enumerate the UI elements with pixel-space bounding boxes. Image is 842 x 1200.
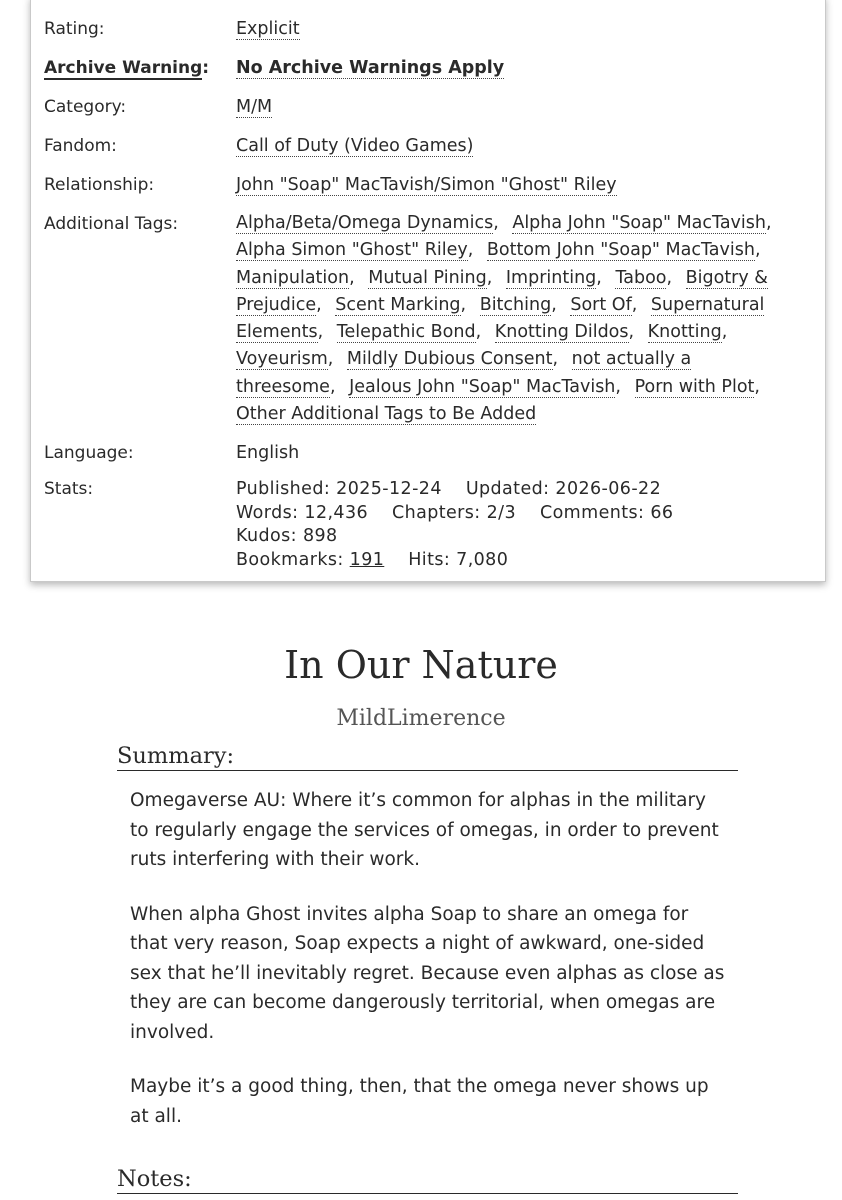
additional-tag[interactable]: Alpha John "Soap" MacTavish (512, 213, 766, 233)
warning-label[interactable]: Archive Warning (44, 58, 203, 78)
tag-separator: , (615, 376, 621, 397)
additional-tag[interactable]: Alpha Simon "Ghost" Riley (236, 240, 468, 261)
category-tag[interactable]: M/M (236, 97, 273, 117)
kudos-value: 898 (302, 526, 338, 546)
tag-separator: , (552, 349, 559, 370)
language-value: English (236, 443, 300, 463)
tag-separator: , (467, 240, 474, 261)
summary-heading: Summary: (117, 742, 738, 771)
tag-separator: , (316, 294, 322, 315)
additional-tag[interactable]: Manipulation (236, 267, 350, 288)
updated-value: 2026-06-22 (555, 479, 662, 499)
summary-text (130, 786, 730, 1156)
work-author-link[interactable]: MildLimerence (336, 706, 506, 731)
tag-separator: , (631, 294, 638, 315)
additional-tag[interactable]: Bigotry & Prejudice (236, 267, 768, 315)
hits-value: 7,080 (456, 549, 509, 570)
bookmarks-link[interactable]: 191 (349, 549, 385, 570)
words-label: Words: (236, 502, 299, 523)
tag-separator: , (666, 267, 673, 288)
additional-tag[interactable]: Mildly Dubious Consent (346, 349, 553, 370)
language-label: Language: (44, 443, 134, 463)
tag-separator: , (493, 213, 499, 233)
published-value: 2025-12-24 (336, 479, 442, 499)
words-value: 12,436 (304, 502, 369, 523)
tag-separator: , (754, 376, 760, 397)
category-label: Category: (44, 97, 127, 117)
comments-value: 66 (650, 502, 674, 523)
notes-heading: Notes: (117, 1165, 738, 1194)
additional-tag[interactable]: Voyeurism (236, 349, 328, 370)
summary-paragraph: Maybe it’s a good thing, then, that the omega never shows up at all. (130, 1076, 709, 1127)
fandom-tag[interactable]: Call of Duty (Video Games) (236, 136, 474, 156)
additional-tag[interactable]: Taboo (615, 267, 667, 288)
additional-tags-label: Additional Tags: (44, 214, 179, 234)
bookmarks-label: Bookmarks: (236, 549, 344, 570)
additional-tags-list (236, 210, 796, 428)
tag-separator: , (596, 267, 602, 288)
rating-tag[interactable]: Explicit (236, 19, 300, 39)
tag-separator: , (765, 213, 772, 233)
additional-tag[interactable]: Jealous John "Soap" MacTavish (349, 376, 616, 397)
tag-separator: , (329, 376, 336, 397)
kudos-label: Kudos: (236, 526, 297, 546)
additional-tag[interactable]: Knotting (647, 322, 722, 343)
work-title: In Our Nature (284, 643, 558, 687)
tag-separator: , (349, 267, 355, 288)
chapters-value: 2/3 (486, 502, 516, 523)
additional-tag[interactable]: Mutual Pining (368, 267, 487, 288)
additional-tag[interactable]: Scent Marking (335, 294, 461, 315)
tag-separator: , (486, 267, 493, 288)
tag-separator: , (317, 322, 324, 343)
published-label: Published: (236, 479, 331, 499)
warning-colon: : (202, 58, 210, 78)
tag-separator: , (475, 322, 482, 343)
additional-tag[interactable]: Porn with Plot (634, 376, 755, 397)
summary-paragraph: When alpha Ghost invites alpha Soap to share an omega for that very reason, Soap expects a night of awkward, one-sided sex that he’ll inevitably regret. Because even alphas as close as they are can become dangerously territorial, when omegas are involved. (130, 903, 725, 1043)
relationship-label: Relationship: (44, 175, 155, 195)
additional-tag[interactable]: Supernatural Elements (236, 294, 765, 343)
additional-tag[interactable]: Knotting Dildos (494, 322, 629, 343)
warning-label-wrap (44, 57, 209, 79)
additional-tag[interactable]: Bottom John "Soap" MacTavish (486, 240, 755, 261)
tag-separator: , (460, 294, 467, 315)
summary-paragraph: Omegaverse AU: Where it’s common for alphas in the military to regularly engage the services of omegas, in order to prevent ruts interfering with their work. (130, 790, 719, 870)
additional-tag[interactable]: Other Additional Tags to Be Added (236, 404, 537, 425)
additional-tag[interactable]: Imprinting (505, 267, 597, 288)
hits-label: Hits: (408, 549, 451, 570)
stats-label: Stats: (44, 479, 94, 499)
rating-label: Rating: (44, 19, 105, 39)
chapters-label: Chapters: (392, 502, 481, 523)
additional-tag[interactable]: Alpha/Beta/Omega Dynamics (236, 213, 494, 233)
additional-tag[interactable]: Telepathic Bond (336, 322, 476, 343)
tag-separator: , (327, 349, 334, 370)
additional-tag[interactable]: Sort Of (570, 294, 632, 315)
additional-tag[interactable]: not actually a threesome (236, 349, 692, 397)
work-meta-box (30, 0, 826, 582)
tag-separator: , (754, 240, 761, 261)
tag-separator: , (721, 322, 728, 343)
tag-separator: , (551, 294, 557, 315)
warning-tag[interactable]: No Archive Warnings Apply (236, 58, 505, 78)
comments-label: Comments: (539, 502, 645, 523)
fandom-label: Fandom: (44, 136, 117, 156)
additional-tag[interactable]: Bitching (479, 294, 552, 315)
relationship-tag[interactable]: John "Soap" MacTavish/Simon "Ghost" Riley (236, 175, 617, 195)
tag-separator: , (628, 322, 635, 343)
stats-values (236, 478, 806, 572)
updated-label: Updated: (465, 479, 550, 499)
